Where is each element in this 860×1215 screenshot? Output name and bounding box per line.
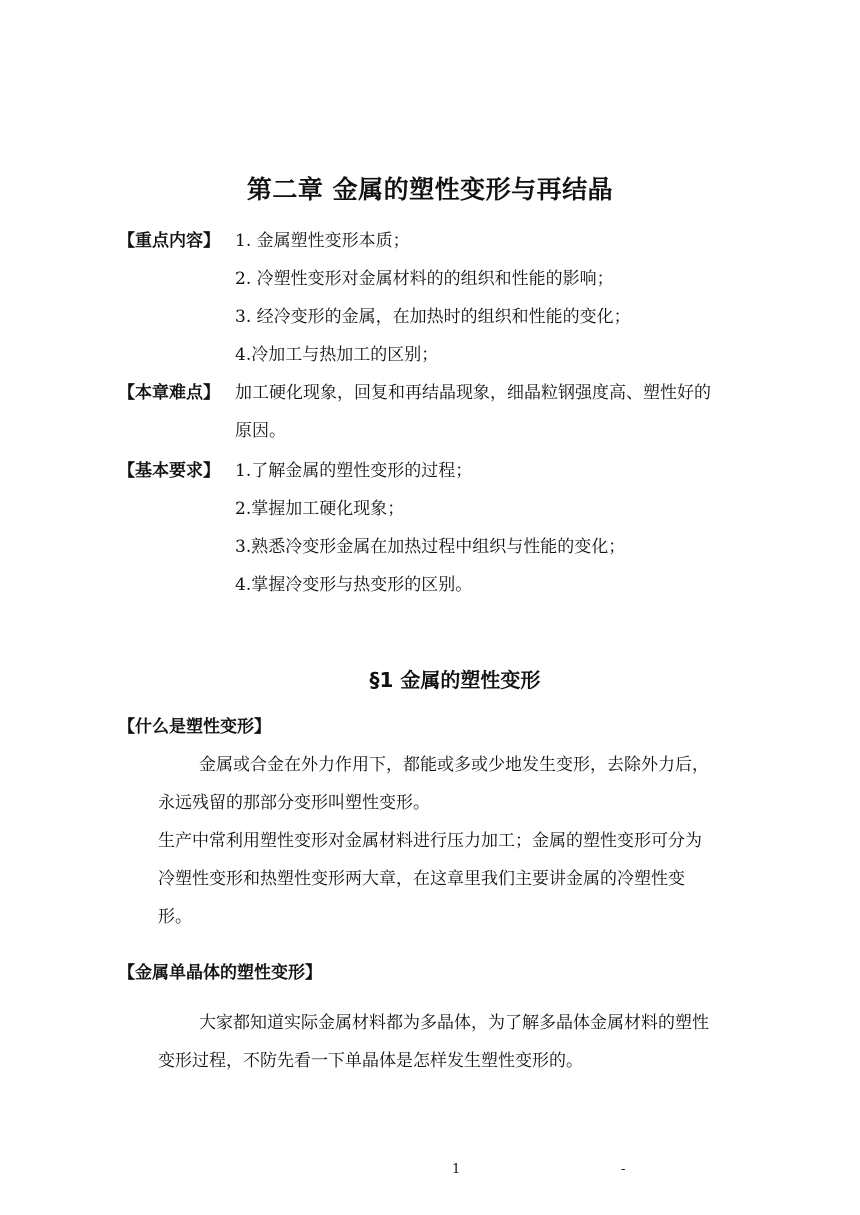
single-crystal-label: 【金属单晶体的塑性变形】 xyxy=(118,963,322,983)
requirement-item: 2.掌握加工硬化现象； xyxy=(235,499,405,519)
what-is-label: 【什么是塑性变形】 xyxy=(118,717,271,737)
key-content-item: 2. 冷塑性变形对金属材料的的组织和性能的影响； xyxy=(235,269,614,289)
page-number: 1 xyxy=(452,1162,461,1177)
difficulties-text: 加工硬化现象，回复和再结晶现象，细晶粒钢强度高、塑性好的 xyxy=(235,383,711,403)
paragraph-line: 冷塑性变形和热塑性变形两大章，在这章里我们主要讲金属的冷塑性变 xyxy=(158,869,685,889)
key-content-item: 3. 经冷变形的金属，在加热时的组织和性能的变化； xyxy=(235,307,631,327)
chapter-title: 第二章 金属的塑性变形与再结晶 xyxy=(246,175,614,204)
paragraph-line: 金属或合金在外力作用下，都能或多或少地发生变形，去除外力后， xyxy=(199,755,709,775)
requirement-item: 4.掌握冷变形与热变形的区别。 xyxy=(235,575,473,595)
paragraph-line: 变形过程，不防先看一下单晶体是怎样发生塑性变形的。 xyxy=(158,1051,583,1071)
section-title: §1 金属的塑性变形 xyxy=(369,668,541,692)
requirements-label: 【基本要求】 xyxy=(118,461,220,481)
requirement-item: 1.了解金属的塑性变形的过程； xyxy=(235,461,473,481)
key-content-item: 1. 金属塑性变形本质； xyxy=(235,231,410,251)
key-content-item: 4.冷加工与热加工的区别； xyxy=(235,345,439,365)
paragraph-line: 永远残留的那部分变形叫塑性变形。 xyxy=(158,793,430,813)
paragraph-line: 生产中常利用塑性变形对金属材料进行压力加工；金属的塑性变形可分为 xyxy=(158,831,702,851)
paragraph-line: 大家都知道实际金属材料都为多晶体，为了解多晶体金属材料的塑性 xyxy=(199,1013,709,1033)
key-content-label: 【重点内容】 xyxy=(118,231,220,251)
difficulties-text: 原因。 xyxy=(235,421,286,441)
requirement-item: 3.熟悉冷变形金属在加热过程中组织与性能的变化； xyxy=(235,537,626,557)
difficulties-label: 【本章难点】 xyxy=(118,383,220,403)
footer-mark: - xyxy=(621,1162,626,1177)
paragraph-line: 形。 xyxy=(158,907,192,927)
